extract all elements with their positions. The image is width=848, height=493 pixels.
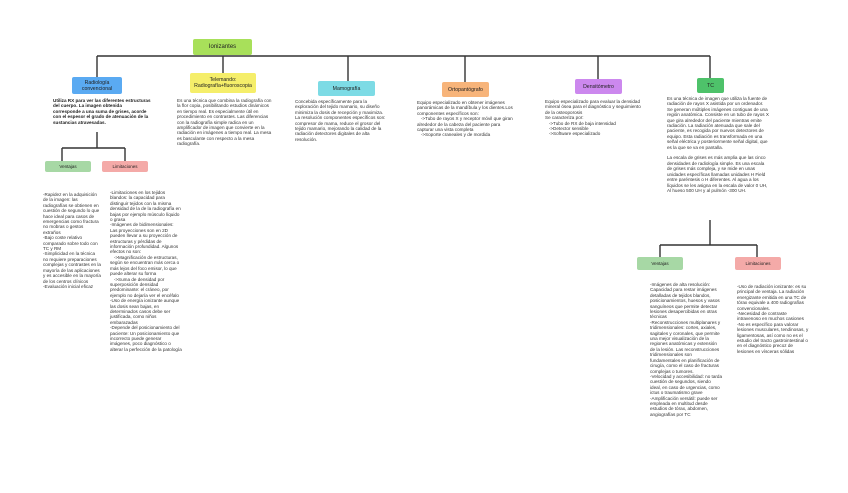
root-node: Ionizantes [193,39,252,55]
node-mamografia: Mamografía [318,81,375,96]
tele-desc: Es una técnica que combina la radiografía con la flor copia, posibilitando estudios dinámicos en tiempo real. Es especialmente útil en procedimiento en contrastes. Las diferencias con la radiografía simple radica en un amplificador de imagen que convierte en la radiación en imágenes a tiempo real. La mesa es basculante con respecto a la mesa radiografía. [177,98,273,147]
node-radiologia: Radiología convencional [72,77,122,94]
node-tc: TC [697,78,724,93]
dens-desc: Equipo especializado para evaluar la densidad mineral ósea para el diagnóstico y seguimiento de la osteoporosis Se caracteriza por: ->Tubo de RX de baja intensidad ->Detector sensible ->Software especializado [545,99,641,137]
node-telemando: Telemando: Radiografía+fluoroscopia [190,73,256,93]
tc-limitaciones-text: -Uso de radiación ionizante: es su principal de ventaja. La radiación energizante emitida en una TC de tórax equivale a 400 radiografías convencionales. -Necesidad de contraste intravenoso en muchos casiones -No es específico para valorar lesiones musculares, tendinosas, y ligamentosas, así como no es el estudio del tracto gastrointestinal o en el diagnóstico precoz de lesiones en vísceras sólidas [737,284,809,354]
rad-limitaciones-text: -Limitaciones en los tejidos blandos: la capacidad para distinguir tejidos con la misma densidad de la de la radiografía en bajas por ejemplo músculo líquido o grasa -Imágenes de bidimensionales: Las proyecciones son en 2D pueden llevar a su proyección de estructuras y pérdidas de información profundidad. Algunos efectos no son: ->Magnificación de estructuras, según se encuentran más cerca o más lejos del foco emisor, lo que puede alterar su forma ->Suma de densidad por superposición densidad predominante: el cráneo, por ejemplo no dejaría ver el encéfalo -Uso de energía ionizante aunque las dosis sean bajas, en determinados casos debe ser justificada, como niños embarazadas -Depende del posicionamiento del paciente: Un posicionamiento que incorrecto puede generar imágenes, poco diagnóstico o alterar la perfección de la patología [110,190,182,352]
node-rad-ventajas: Ventajas [45,161,91,172]
node-rad-limitaciones: Limitaciones [102,161,148,172]
node-tc-limitaciones: Limitaciones [735,257,781,270]
node-densitometro: Densitómetro [575,79,622,94]
tc-desc: Es una técnica de imagen que utiliza la fuente de radiación de rayos X asistida por un ordenador. Se generan múltiples imágenes contiguas de una región anatómica. Consiste en un tubo de rayos X que gira alrededor del paciente mientras emite radiación. La radiación atenuada que sale del paciente, es recogida por nuevos detectores de equipo. Esta radiación es transformada en una señal eléctrica y posteriormente señal digital, que es la que se va en pantalla. La escala de grises es más amplia que las cinco densidades de radiología simple. Es una escala de grises más compleja, y se mide en unas unidades específicas llamadas unidades H Field entre paréntesis o H diferentes. Al agua a los líquidos se les asigna en la escala de valor 0 UH, Al hueso 500 UH y al pulmón -300 UH. [667,96,769,193]
rad-ventajas-text: -Rapidez en la adquisición de la imagen: las radiografías se obtienen en cuestión de segundo lo que hace ideal para casos de emergencias como fractura no mobras o gestos extraños -Bajo coste relativo comparado sobre todo con TC y RM -Simplicidad en la técnica no requiere preparaciones complejas y contrastes en la mayoría de las aplicaciones y es accesible en la mayoría de los centros clínicos -Evaluación inicial eficaz [43,192,101,289]
node-tc-ventajas: Ventajas [637,257,683,270]
mamo-desc: Concebida específicamente para la exploración del tejido mamario, su diseño minimiza la dosis de recepción y maximiza. La resolución componentes específicos son: compresor de mama, reduce el grosor del tejido mamario, mejorando la calidad de la radiación detectores digitales de alta resolución. [295,99,387,142]
node-ortopantografo: Ortopantógrafo [442,82,489,97]
tc-ventajas-text: -Imágenes de alta resolución: Capacidad para restar imágenes detalladas de tejidos blandos, posicionamientos, huesos y vasos sanguíneos que permite detectar lesiones desapercibidas en otras técnicas -Reconstrucciones multiplanares y tridimensionales: cortes, axiales, sagitales y coronales, que permite una mejor visualización de la regiones anatómicas y extensión de la lesión. Las reconstrucciones tridimensionales son fundamentales en planificación de cirugía, como el caso de fracturas complejas o tumores. -Velocidad y accesibilidad: no tarda cuestión de segundos, siendo ideal, en caso de urgencias, como ictus o traumatismo grave -Amplificación versátil: puede ser empleada en multitud desde estudios de tórax, abdomen, angiografías por TC [650,282,723,417]
orto-desc: Equipo especializado en obtener imágenes panorámicas de la mandíbula y los dientes.Los componentes específicos son: ->Tubo de rayos X y receptor móvil que giran alrededor de la cabeza del paciente para capturar una vista completa ->Soporte craneales y de mordida [417,100,513,138]
rad-desc: Utiliza RX para ver las diferentes estructuras del cuerpo. La imagen obtenida corresponde a una suma de grises, acorde con el espesor el grado de atenuación de la sustancias atravesadas. [53,98,152,125]
